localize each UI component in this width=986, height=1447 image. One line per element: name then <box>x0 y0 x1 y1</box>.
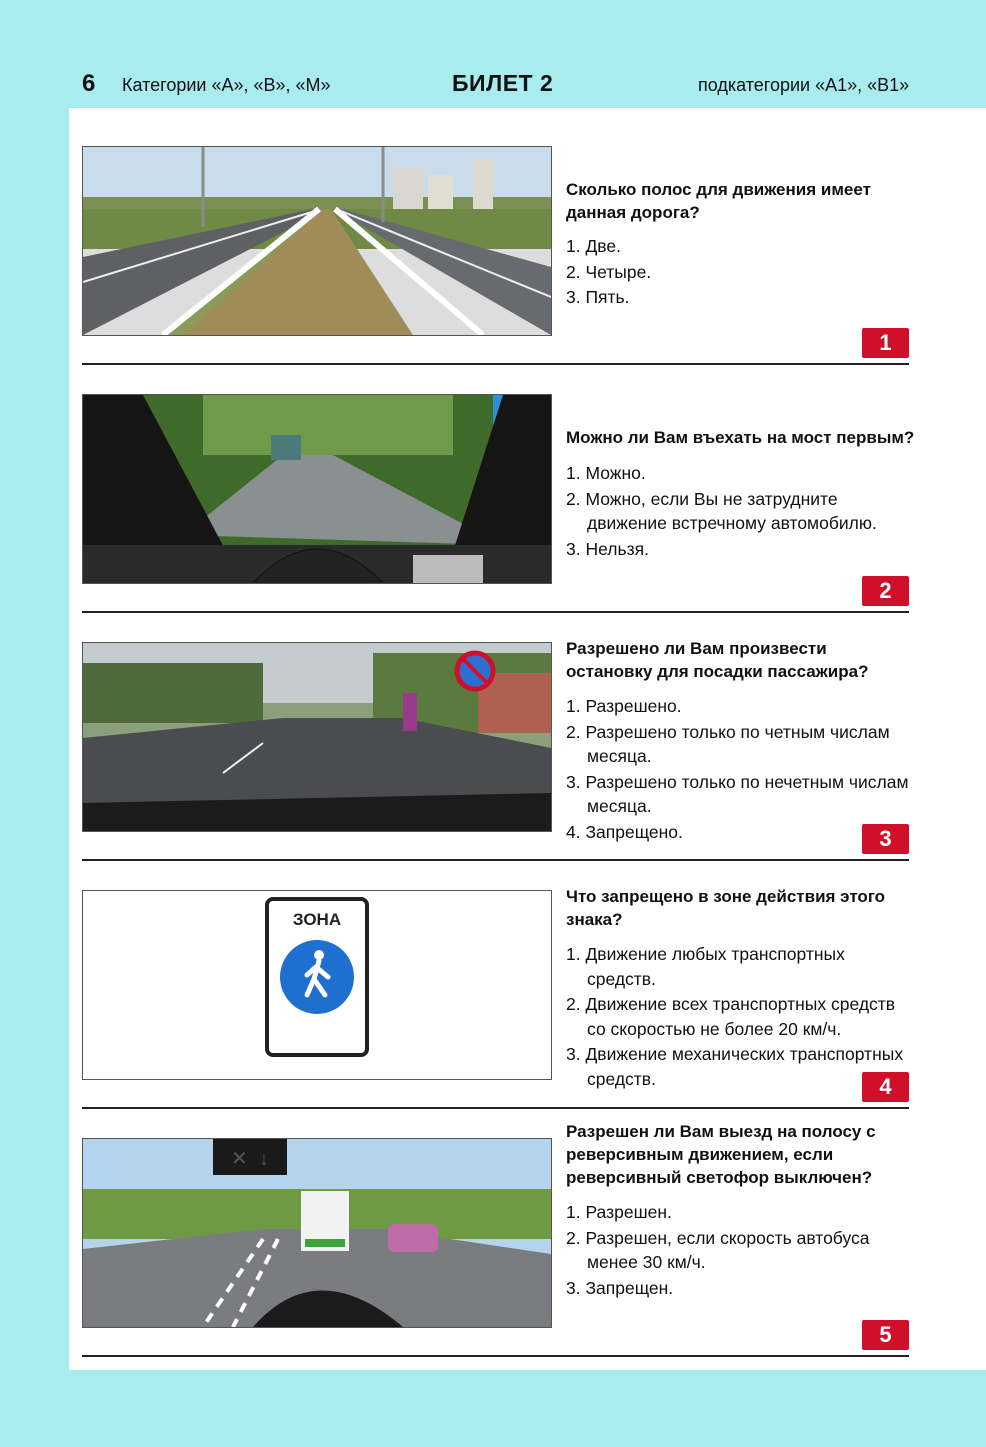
ticket-title: БИЛЕТ 2 <box>452 70 554 96</box>
divider <box>82 611 909 613</box>
divider <box>82 363 909 365</box>
page-number: 6 <box>82 70 96 97</box>
question-image-2 <box>82 394 552 584</box>
subcategories-label: подкатегории «А1», «В1» <box>698 75 910 95</box>
answer-option[interactable]: 1. Разрешен. <box>566 1202 672 1222</box>
answer-list-3 <box>566 694 911 845</box>
divider <box>82 1107 909 1109</box>
answer-option[interactable]: 3. Запрещен. <box>566 1277 674 1298</box>
answer-option[interactable]: 3. Движение механических транспортных средств. <box>566 1044 904 1089</box>
answer-option[interactable]: 2. Разрешено только по четным числам месяца. <box>566 721 890 766</box>
question-image-1 <box>82 146 552 336</box>
question-text-1: Сколько полос для движения имеет данная дорога? <box>566 180 871 222</box>
categories-label: Категории «А», «В», «М» <box>122 75 331 95</box>
answer-list-1 <box>566 234 911 311</box>
reversible-lane-image <box>83 1139 551 1327</box>
answer-option[interactable]: 3. Разрешено только по нечетным числам месяца. <box>566 771 909 816</box>
answer-option[interactable]: 2. Движение всех транспортных средств со скоростью не более 20 км/ч. <box>566 994 896 1039</box>
question-image-4 <box>82 890 552 1080</box>
answer-option[interactable]: 2. Разрешен, если скорость автобуса менее 30 км/ч. <box>566 1227 870 1272</box>
answer-option[interactable]: 1. Две. <box>566 236 622 256</box>
answer-list-5 <box>566 1200 911 1301</box>
question-number-badge-1: 1 <box>862 328 909 358</box>
question-text-5: Разрешен ли Вам выезд на полосу с реверсивным движением, если реверсивный светофор выключен? <box>566 1122 876 1187</box>
question-text-4: Что запрещено в зоне действия этого знака? <box>566 887 886 929</box>
divider <box>82 859 909 861</box>
city-street-image <box>83 643 551 831</box>
pedestrian-zone-sign <box>83 891 551 1079</box>
answer-option[interactable]: 1. Можно. <box>566 463 646 483</box>
question-number-badge-2: 2 <box>862 576 909 606</box>
question-number-badge-5: 5 <box>862 1320 909 1350</box>
question-image-3 <box>82 642 552 832</box>
answer-option[interactable]: 3. Нельзя. <box>566 538 649 559</box>
question-number-badge-4: 4 <box>862 1072 909 1102</box>
question-number-badge-3: 3 <box>862 824 909 854</box>
question-text-2: Можно ли Вам въехать на мост первым? <box>566 428 915 447</box>
answer-list-2 <box>566 461 911 562</box>
svg-text:↓: ↓ <box>259 1148 269 1170</box>
question-text-3: Разрешено ли Вам произвести остановку для посадки пассажира? <box>566 639 869 681</box>
answer-option[interactable]: 3. Пять. <box>566 287 630 307</box>
question-image-5 <box>82 1138 552 1328</box>
divider <box>82 1355 909 1357</box>
forest-road-image <box>83 395 551 583</box>
answer-option[interactable]: 2. Четыре. <box>566 261 652 282</box>
answer-option[interactable]: 2. Можно, если Вы не затрудните движение встречному автомобилю. <box>566 488 877 533</box>
page-content <box>69 108 986 1370</box>
answer-option[interactable]: 1. Разрешено. <box>566 696 682 716</box>
road-image-1 <box>83 147 551 335</box>
answer-list-4 <box>566 942 911 1092</box>
answer-option[interactable]: 1. Движение любых транспортных средств. <box>566 944 845 989</box>
answer-option[interactable]: 4. Запрещено. <box>566 821 683 842</box>
page-header <box>0 0 986 108</box>
sign-label: ЗОНА <box>292 910 342 929</box>
svg-text:✕: ✕ <box>231 1148 248 1170</box>
